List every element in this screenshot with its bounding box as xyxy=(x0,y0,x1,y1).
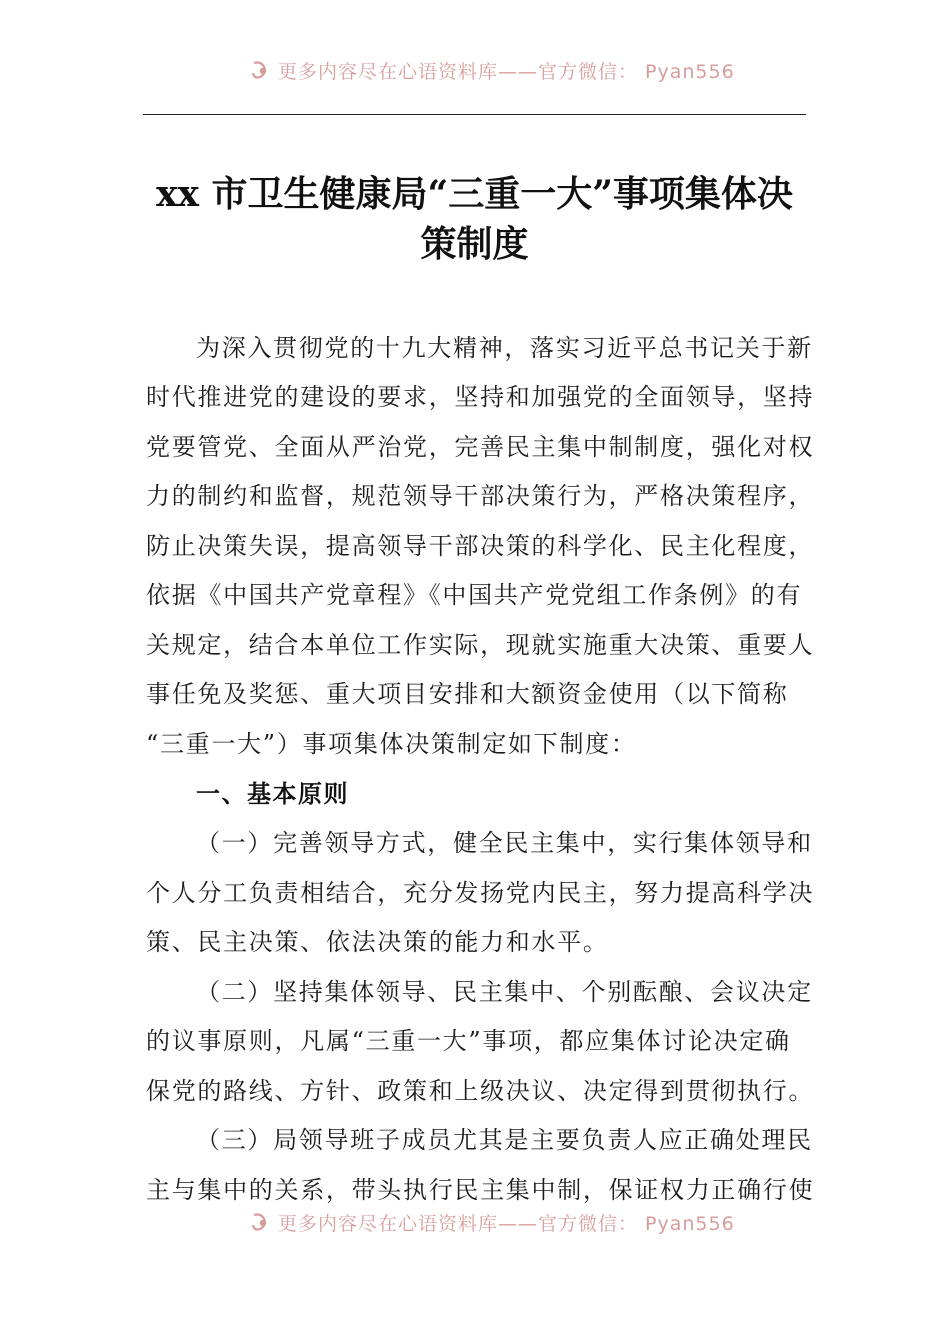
body-line: 依据《中国共产党章程》《中国共产党党组工作条例》的有 xyxy=(146,581,803,609)
body-line: “三重一大”）事项集体决策制定如下制度： xyxy=(146,730,637,758)
section-heading: 一、基本原则 xyxy=(196,780,349,808)
watermark-header xyxy=(250,57,735,83)
body-line: 关规定，结合本单位工作实际，现就实施重大决策、重要人 xyxy=(146,631,815,659)
watermark-logo-icon xyxy=(250,1211,272,1233)
body-line: 个人分工负责相结合，充分发扬党内民主，努力提高科学决 xyxy=(146,879,815,907)
body-line: （三）局领导班子成员尤其是主要负责人应正确处理民 xyxy=(196,1126,813,1154)
body-line: （二）坚持集体领导、民主集中、个别酝酿、会议决定 xyxy=(196,978,813,1006)
body-line: 力的制约和监督，规范领导干部决策行为，严格决策程序， xyxy=(146,482,815,510)
body-line: 保党的路线、方针、政策和上级决议、决定得到贯彻执行。 xyxy=(146,1077,815,1105)
header-divider xyxy=(143,114,806,115)
body-line: 防止决策失误，提高领导干部决策的科学化、民主化程度， xyxy=(146,532,815,560)
watermark-text: 更多内容尽在心语资料库——官方微信： Pyan556 xyxy=(278,60,735,83)
watermark-footer xyxy=(250,1209,735,1235)
document-title-line-2: 策制度 xyxy=(420,223,529,265)
body-line: 主与集中的关系，带头执行民主集中制，保证权力正确行使 xyxy=(146,1176,815,1204)
body-line: 事任免及奖惩、重大项目安排和大额资金使用（以下简称 xyxy=(146,680,789,708)
body-line: 为深入贯彻党的十九大精神，落实习近平总书记关于新 xyxy=(196,334,813,362)
body-line: 党要管党、全面从严治党，完善民主集中制制度，强化对权 xyxy=(146,433,815,461)
body-line: （一）完善领导方式，健全民主集中，实行集体领导和 xyxy=(196,829,813,857)
watermark-logo-icon xyxy=(250,59,272,81)
watermark-text: 更多内容尽在心语资料库——官方微信： Pyan556 xyxy=(278,1212,735,1235)
body-line: 的议事原则，凡属“三重一大”事项，都应集体讨论决定确 xyxy=(146,1027,791,1055)
body-line: 时代推进党的建设的要求，坚持和加强党的全面领导，坚持 xyxy=(146,383,815,411)
document-title-line-1: xx 市卫生健康局“三重一大”事项集体决 xyxy=(156,173,793,215)
body-line: 策、民主决策、依法决策的能力和水平。 xyxy=(146,928,609,956)
